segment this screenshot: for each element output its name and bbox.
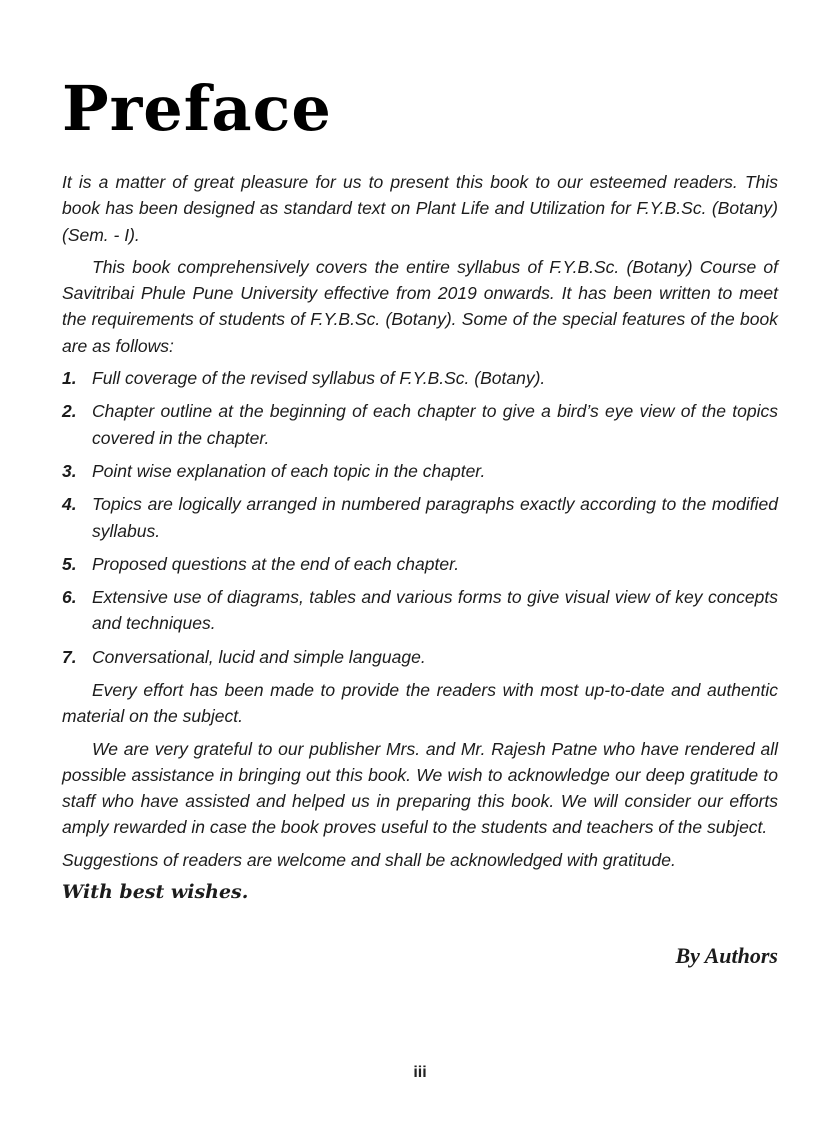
closing-paragraph-2: We are very grateful to our publisher Mrs. and Mr. Rajesh Patne who have rendered all possible assistance in bringing out this book. We wish to acknowledge our deep gratitude to staff who have assisted and helped us in preparing this book. We will consider our efforts amply rewarded in case the book proves useful to the students and teachers of the subject. (62, 738, 778, 838)
page-number: iii (413, 1064, 427, 1081)
list-item-text: Conversational, lucid and simple language. (92, 646, 426, 667)
feature-list (62, 365, 778, 670)
list-item (62, 365, 778, 391)
author-signature: By Authors (675, 943, 778, 969)
page-title: Preface (62, 72, 332, 145)
closing-paragraph-3: Suggestions of readers are welcome and shall be acknowledged with gratitude. (62, 849, 676, 870)
closing-paragraph-1: Every effort has been made to provide the readers with most up-to-date and authentic material on the subject. (62, 680, 778, 727)
list-item-text: Extensive use of diagrams, tables and various forms to give visual view of key concepts and techniques. (92, 587, 778, 634)
list-item-number: 4. (62, 494, 77, 515)
list-item-number: 7. (62, 646, 77, 667)
list-item-number: 6. (62, 587, 77, 608)
list-item (62, 398, 778, 451)
list-item-number: 2. (62, 401, 77, 422)
list-item-number: 5. (62, 553, 77, 574)
list-item (62, 458, 778, 484)
intro-paragraph-1: It is a matter of great pleasure for us to present this book to our esteemed readers. This book has been designed as standard text on Plant Life and Utilization for F.Y.B.Sc. (Botany) (Sem. - I). (62, 171, 778, 245)
list-item-text: Proposed questions at the end of each chapter. (92, 553, 460, 574)
list-item (62, 644, 778, 670)
intro-paragraph-2: This book comprehensively covers the entire syllabus of F.Y.B.Sc. (Botany) Course of Savitribai Phule Pune University effective from 2019 onwards. It has been written to meet the requirements of students of F.Y.B.Sc. (Botany). Some of the special features of the book are as follows: (62, 256, 778, 356)
closing-wishes: With best wishes. (62, 881, 249, 904)
list-item (62, 551, 778, 577)
list-item (62, 491, 778, 544)
list-item (62, 584, 778, 637)
list-item-number: 3. (62, 460, 77, 481)
list-item-text: Point wise explanation of each topic in the chapter. (92, 460, 486, 481)
list-item-text: Chapter outline at the beginning of each chapter to give a bird’s eye view of the topics covered in the chapter. (92, 401, 778, 448)
list-item-text: Full coverage of the revised syllabus of F.Y.B.Sc. (Botany). (92, 368, 546, 389)
list-item-number: 1. (62, 368, 77, 389)
preface-body (62, 169, 778, 969)
list-item-text: Topics are logically arranged in numbered paragraphs exactly according to the modified syllabus. (92, 494, 778, 541)
